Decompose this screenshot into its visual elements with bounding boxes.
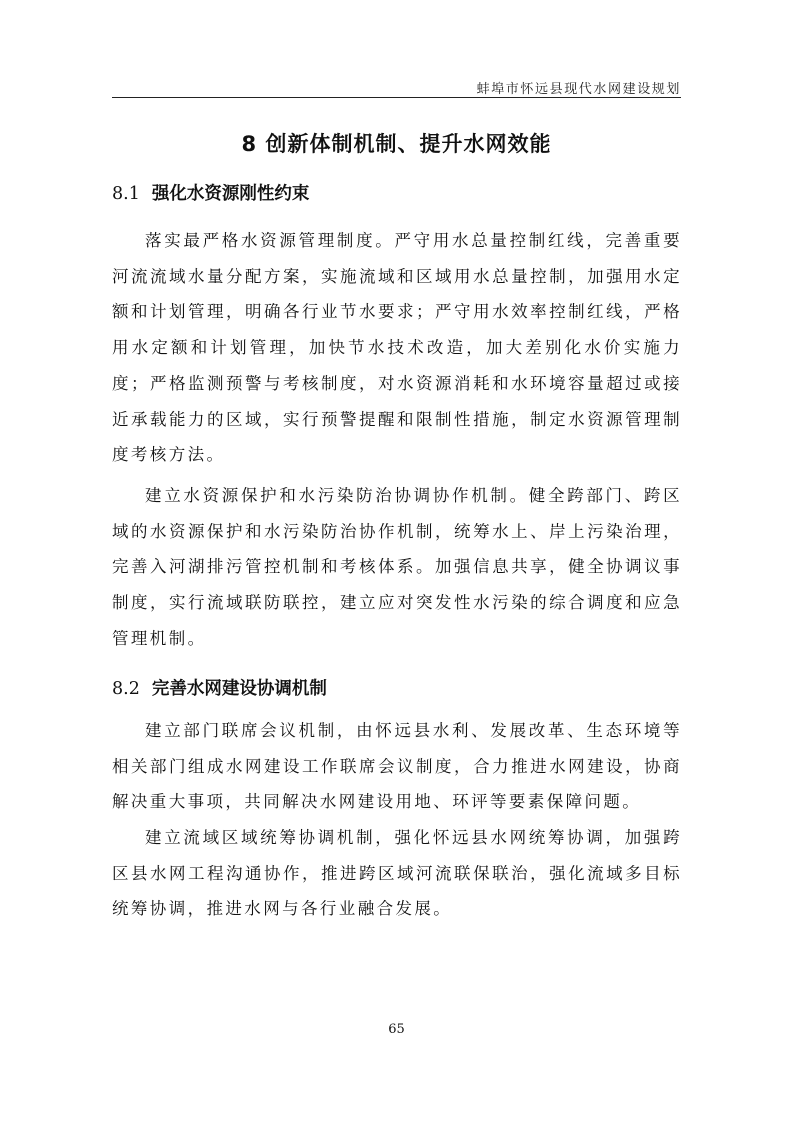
running-header: 蚌埠市怀远县现代水网建设规划 bbox=[476, 82, 681, 97]
section-title: 强化水资源刚性约束 bbox=[151, 184, 310, 204]
section-title: 完善水网建设协调机制 bbox=[151, 679, 327, 699]
section-heading-8-2 bbox=[112, 675, 327, 700]
paragraph: 建立水资源保护和水污染防治协调协作机制。健全跨部门、跨区域的水资源保护和水污染防治协作机制，统筹水上、岸上污染治理，完善入河湖排污管控机制和考核体系。加强信息共享，健全协调议事制度，实行流域联防联控，建立应对突发性水污染的综合调度和应急管理机制。 bbox=[112, 486, 682, 648]
page-number: 65 bbox=[388, 1022, 405, 1037]
paragraph: 建立流域区域统筹协调机制，强化怀远县水网统筹协调，加强跨区县水网工程沟通协作，推进跨区域河流联保联治，强化流域多目标统筹协调，推进水网与各行业融合发展。 bbox=[112, 828, 682, 919]
section-number: 8.1 bbox=[112, 184, 140, 204]
paragraph: 落实最严格水资源管理制度。严守用水总量控制红线，完善重要河流流域水量分配方案，实施流域和区域用水总量控制，加强用水定额和计划管理，明确各行业节水要求；严守用水效率控制红线，严格用水定额和计划管理，加快节水技术改造，加大差别化水价实施力度；严格监测预警与考核制度，对水资源消耗和水环境容量超过或接近承载能力的区域，实行预警提醒和限制性措施，制定水资源管理制度考核方法。 bbox=[112, 231, 682, 465]
chapter-title: 8 创新体制机制、提升水网效能 bbox=[241, 132, 552, 156]
paragraph: 建立部门联席会议机制，由怀远县水利、发展改革、生态环境等相关部门组成水网建设工作联席会议制度，合力推进水网建设，协商解决重大事项，共同解决水网建设用地、环评等要素保障问题。 bbox=[112, 721, 682, 812]
header-divider bbox=[112, 97, 681, 98]
section-heading-8-1 bbox=[112, 180, 309, 205]
section-number: 8.2 bbox=[112, 679, 140, 699]
